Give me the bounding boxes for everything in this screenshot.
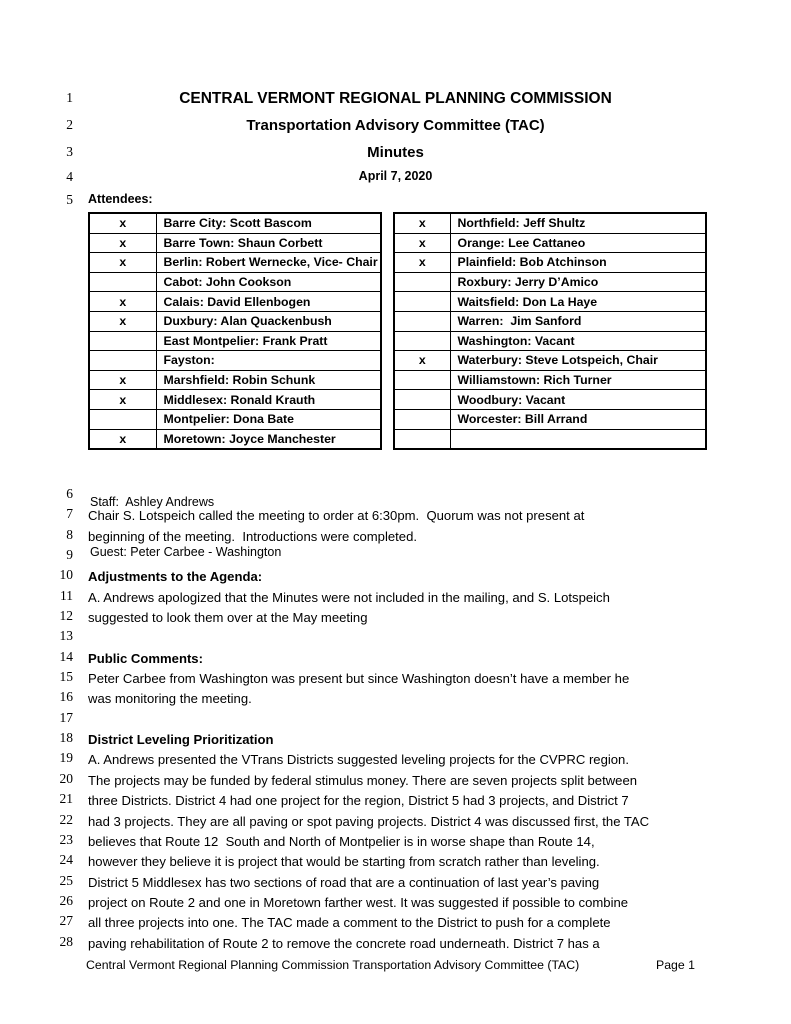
line-number: 13: [59, 628, 73, 644]
presence-cell: x: [89, 311, 156, 331]
line-number: 9: [66, 547, 73, 563]
line-text: was monitoring the meeting.: [88, 691, 252, 707]
name-cell: Williamstown: Rich Turner: [450, 370, 706, 390]
line-number: 18: [59, 730, 73, 746]
line-number: 28: [59, 933, 73, 949]
name-cell: Fayston:: [156, 351, 381, 371]
body-line: [55, 567, 761, 587]
body-line: [55, 873, 761, 893]
presence-cell: x: [89, 292, 156, 312]
line-number: 21: [59, 791, 73, 807]
table-row: [394, 370, 706, 390]
name-cell: Worcester: Bill Arrand: [450, 409, 706, 429]
line-text: project on Route 2 and one in Moretown farther west. It was suggested if possible to combine: [88, 894, 629, 910]
body-line: [55, 588, 761, 608]
line-number: 25: [59, 872, 73, 888]
presence-cell: x: [394, 351, 450, 371]
body-line: [55, 669, 761, 689]
name-cell: Roxbury: Jerry D’Amico: [450, 272, 706, 292]
title-line: [55, 142, 736, 167]
presence-cell: [394, 311, 450, 331]
table-row: [394, 272, 706, 292]
table-row: [89, 272, 381, 292]
presence-cell: x: [89, 370, 156, 390]
line-text: Adjustments to the Agenda:: [88, 569, 263, 585]
body-line: [55, 649, 761, 669]
title-lines: [55, 88, 736, 190]
body-line: [55, 934, 761, 954]
line-text: The projects may be funded by federal stimulus money. There are seven projects split between: [88, 772, 638, 788]
presence-cell: x: [89, 233, 156, 253]
name-cell: Moretown: Joyce Manchester: [156, 429, 381, 449]
name-cell: Duxbury: Alan Quackenbush: [156, 311, 381, 331]
presence-cell: x: [89, 429, 156, 449]
footer-title: Central Vermont Regional Planning Commission Transportation Advisory Committee (TAC): [86, 958, 580, 972]
table-row: [394, 331, 706, 351]
body-line: [55, 628, 761, 648]
line-number: 24: [59, 852, 73, 868]
line-text: had 3 projects. They are all paving or spot paving projects. District 4 was discussed first, the TAC: [88, 813, 650, 829]
line-number: 7: [66, 506, 73, 522]
name-cell: Waterbury: Steve Lotspeich, Chair: [450, 351, 706, 371]
line-text: District Leveling Prioritization: [88, 732, 274, 748]
table-row: [394, 409, 706, 429]
body-line: [55, 730, 761, 750]
title-text: CENTRAL VERMONT REGIONAL PLANNING COMMISSION: [179, 90, 612, 107]
title-text: April 7, 2020: [358, 169, 433, 183]
line-number: 27: [59, 913, 73, 929]
presence-cell: [394, 292, 450, 312]
line-text: Peter Carbee from Washington was present but since Washington doesn’t have a member he: [88, 671, 630, 687]
title-line: [55, 88, 736, 115]
line-number: 14: [59, 648, 73, 664]
table-row: [394, 213, 706, 233]
body-line: [55, 812, 761, 832]
body-line: [55, 852, 761, 872]
name-cell: Cabot: John Cookson: [156, 272, 381, 292]
presence-cell: x: [394, 213, 450, 233]
table-row: [394, 390, 706, 410]
attendee-table-left: [88, 212, 382, 450]
name-cell: East Montpelier: Frank Pratt: [156, 331, 381, 351]
table-row: [89, 292, 381, 312]
presence-cell: x: [89, 213, 156, 233]
line-number: 15: [59, 669, 73, 685]
line-text: A. Andrews apologized that the Minutes were not included in the mailing, and S. Lotspeich: [88, 589, 610, 605]
body-line: [55, 832, 761, 852]
presence-cell: [89, 409, 156, 429]
presence-cell: [394, 409, 450, 429]
line-text: Chair S. Lotspeich called the meeting to order at 6:30pm. Quorum was not present at: [88, 508, 585, 524]
line-number: 17: [59, 709, 73, 725]
body-line: [55, 506, 761, 526]
guest-line: Guest: Peter Carbee - Washington: [90, 544, 282, 559]
minutes-body: [55, 486, 761, 954]
body-line: [55, 710, 761, 730]
table-row: [394, 253, 706, 273]
body-line: [55, 893, 761, 913]
presence-cell: [394, 370, 450, 390]
table-row: [89, 233, 381, 253]
presence-cell: [394, 331, 450, 351]
title-text: Minutes: [367, 144, 424, 161]
name-cell: Calais: David Ellenbogen: [156, 292, 381, 312]
table-row: [394, 233, 706, 253]
presence-cell: [89, 331, 156, 351]
line-number: 26: [59, 892, 73, 908]
table-row: [89, 253, 381, 273]
name-cell: Barre City: Scott Bascom: [156, 213, 381, 233]
table-row: [89, 331, 381, 351]
table-row: [394, 311, 706, 331]
table-row: [89, 370, 381, 390]
name-cell: Orange: Lee Cattaneo: [450, 233, 706, 253]
name-cell: Marshfield: Robin Schunk: [156, 370, 381, 390]
line-number: 16: [59, 689, 73, 705]
body-line: [55, 527, 761, 547]
line-number: 2: [66, 117, 73, 132]
name-cell: Plainfield: Bob Atchinson: [450, 253, 706, 273]
presence-cell: [394, 272, 450, 292]
body-line: [55, 791, 761, 811]
table-row: [89, 429, 381, 449]
table-row: [394, 292, 706, 312]
body-line: [55, 608, 761, 628]
header: [55, 88, 736, 212]
line-text: District 5 Middlesex has two sections of road that are a continuation of last year’s paving: [88, 874, 600, 890]
line-number: 12: [59, 608, 73, 624]
table-row: [89, 213, 381, 233]
presence-cell: [89, 272, 156, 292]
name-cell: Middlesex: Ronald Krauth: [156, 390, 381, 410]
line-text: A. Andrews presented the VTrans Districts suggested leveling projects for the CVPRC region.: [88, 752, 629, 768]
line-number: 20: [59, 770, 73, 786]
attendance-tables: [88, 212, 707, 450]
line-text: suggested to look them over at the May meeting: [88, 610, 368, 626]
name-cell: Barre Town: Shaun Corbett: [156, 233, 381, 253]
line-number: 1: [66, 90, 73, 105]
line-text: believes that Route 12 South and North of Montpelier is in worse shape than Route 14,: [88, 833, 595, 849]
presence-cell: [89, 351, 156, 371]
table-row: [394, 351, 706, 371]
title-line: [55, 167, 736, 190]
presence-cell: x: [89, 390, 156, 410]
presence-cell: [394, 390, 450, 410]
line-text: all three projects into one. The TAC made a comment to the District to push for a complete: [88, 915, 611, 931]
table-row: [89, 351, 381, 371]
line-number: 19: [59, 750, 73, 766]
attendees-label: Attendees:: [88, 192, 153, 206]
line-number: 8: [66, 526, 73, 542]
title-line: [55, 115, 736, 142]
name-cell: Montpelier: Dona Bate: [156, 409, 381, 429]
presence-cell: x: [394, 253, 450, 273]
name-cell: Warren: Jim Sanford: [450, 311, 706, 331]
attendee-table-right: [393, 212, 707, 450]
line-text: Public Comments:: [88, 650, 203, 666]
line-number: 22: [59, 811, 73, 827]
body-line: [55, 750, 761, 770]
line-text: however they believe it is project that would be starting from scratch rather than leveling.: [88, 854, 600, 870]
body-line: [55, 689, 761, 709]
name-cell: Woodbury: Vacant: [450, 390, 706, 410]
name-cell: Northfield: Jeff Shultz: [450, 213, 706, 233]
presence-cell: x: [394, 233, 450, 253]
line-text: three Districts. District 4 had one project for the region, District 5 had 3 projects, and District 7: [88, 793, 629, 809]
line-number: 23: [59, 831, 73, 847]
line-number: 5: [66, 192, 73, 207]
name-cell: [450, 429, 706, 449]
attendees-heading-row: [55, 190, 736, 212]
page-number: Page 1: [656, 958, 695, 972]
table-row: [394, 429, 706, 449]
body-line: [55, 771, 761, 791]
table-row: [89, 390, 381, 410]
line-number: 10: [59, 567, 73, 583]
table-row: [89, 409, 381, 429]
page-footer: [86, 957, 695, 973]
body-line: [55, 913, 761, 933]
staff-line: Staff: Ashley Andrews: [90, 495, 215, 509]
line-text: beginning of the meeting. Introductions were completed.: [88, 528, 417, 544]
line-number: 3: [66, 144, 73, 159]
line-number: 11: [60, 587, 73, 603]
name-cell: Berlin: Robert Wernecke, Vice- Chair: [156, 253, 381, 273]
name-cell: Waitsfield: Don La Haye: [450, 292, 706, 312]
body-line: [55, 547, 761, 567]
name-cell: Washington: Vacant: [450, 331, 706, 351]
line-text: paving rehabilitation of Route 2 to remove the concrete road underneath. District 7 has a: [88, 935, 600, 951]
presence-cell: x: [89, 253, 156, 273]
title-text: Transportation Advisory Committee (TAC): [246, 117, 545, 134]
line-number: 6: [66, 486, 73, 501]
table-row: [89, 311, 381, 331]
line-number: 4: [66, 169, 73, 184]
body-line: [55, 486, 761, 506]
presence-cell: [394, 429, 450, 449]
